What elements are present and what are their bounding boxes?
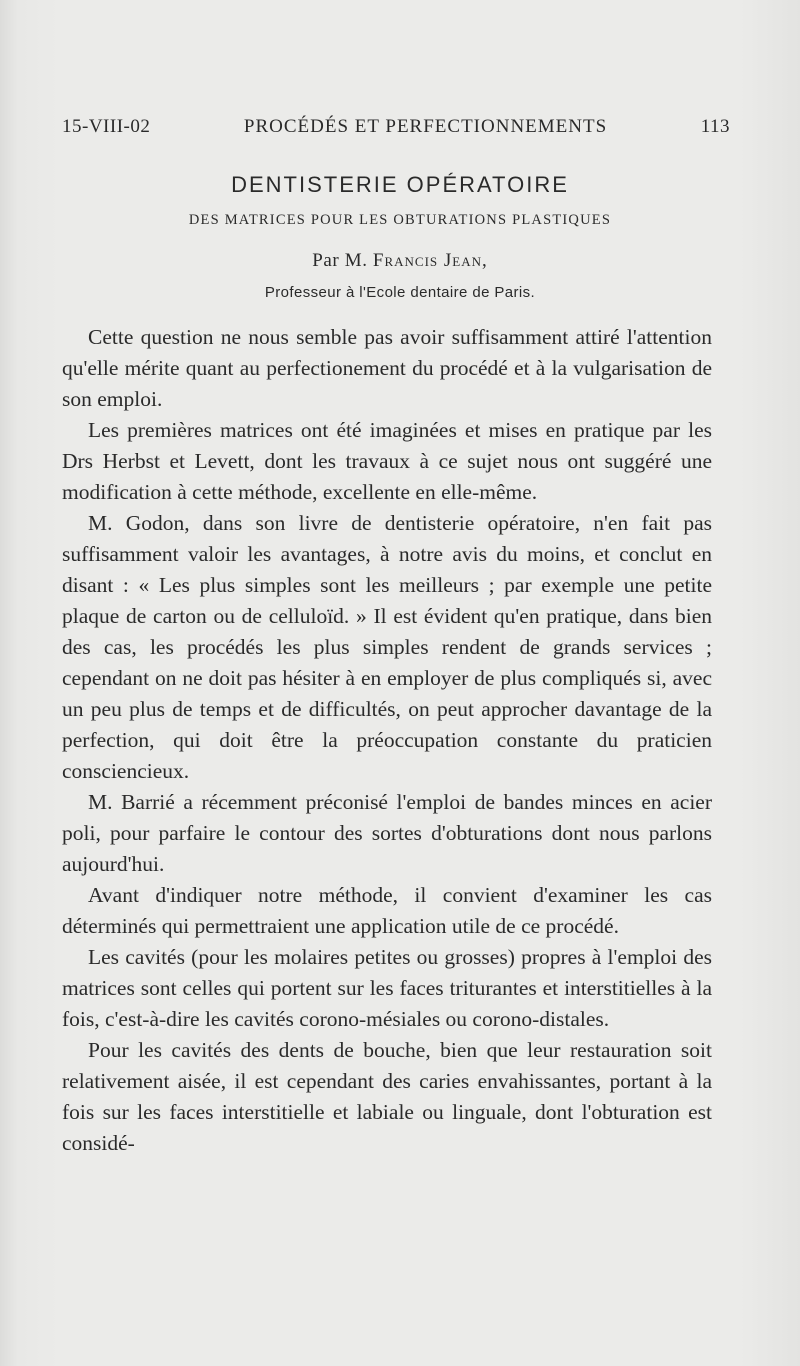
page-number: 113 [700, 116, 730, 137]
paragraph: Les cavités (pour les molaires petites ou grosses) propres à l'emploi des matrices sont celles qui portent sur les faces triturantes et interstitielles à la fois, c'est-à-dire les cavités corono-mésiales ou corono-distales. [62, 945, 712, 1031]
article-body [62, 322, 712, 1159]
author-prefix: Par M. [312, 250, 368, 271]
paragraph: M. Barrié a récemment préconisé l'emploi de bandes minces en acier poli, pour parfaire le contour des sortes d'obturations dont nous parlons aujourd'hui. [62, 790, 712, 876]
paragraph: Avant d'indiquer notre méthode, il convient d'examiner les cas déterminés qui permettraient une application utile de ce procédé. [62, 883, 712, 938]
paragraph: Les premières matrices ont été imaginées et mises en pratique par les Drs Herbst et Levett, dont les travaux à ce sujet nous ont suggéré une modification à cette méthode, excellente en elle-même. [62, 418, 712, 504]
paragraph: M. Godon, dans son livre de dentisterie opératoire, n'en fait pas suffisamment valoir les avantages, à notre avis du moins, et conclut en disant : « Les plus simples sont les meilleurs ; par exemple une petite plaque de carton ou de celluloïd. » Il est évident qu'en pratique, dans bien des cas, les procédés les plus simples rendent de grands services ; cependant on ne doit pas hésiter à en employer de plus compliqués si, avec un peu plus de temps et de difficultés, on peut approcher davantage de la perfection, qui doit être la préoccupation constante du praticien consciencieux. [62, 511, 712, 783]
paragraph: Pour les cavités des dents de bouche, bien que leur restauration soit relativement aisée, il est cependant des caries envahissantes, portant à la fois sur les faces interstitielle et labiale ou linguale, dont l'obturation est considé- [62, 1038, 712, 1155]
author-name: Francis Jean, [372, 250, 488, 271]
author-affiliation: Professeur à l'Ecole dentaire de Paris. [264, 284, 536, 301]
header-date: 15-VIII-02 [62, 116, 151, 137]
author-line [0, 250, 800, 272]
running-header [62, 116, 730, 138]
header-title: PROCÉDÉS ET PERFECTIONNEMENTS [243, 116, 608, 137]
paragraph: Cette question ne nous semble pas avoir suffisamment attiré l'attention qu'elle mérite quant au perfectionement du procédé et à la vulgarisation de son emploi. [62, 325, 712, 411]
article-subtitle: DES MATRICES POUR LES OBTURATIONS PLASTIQUES [188, 212, 612, 228]
section-title: DENTISTERIE OPÉRATOIRE [231, 172, 569, 197]
